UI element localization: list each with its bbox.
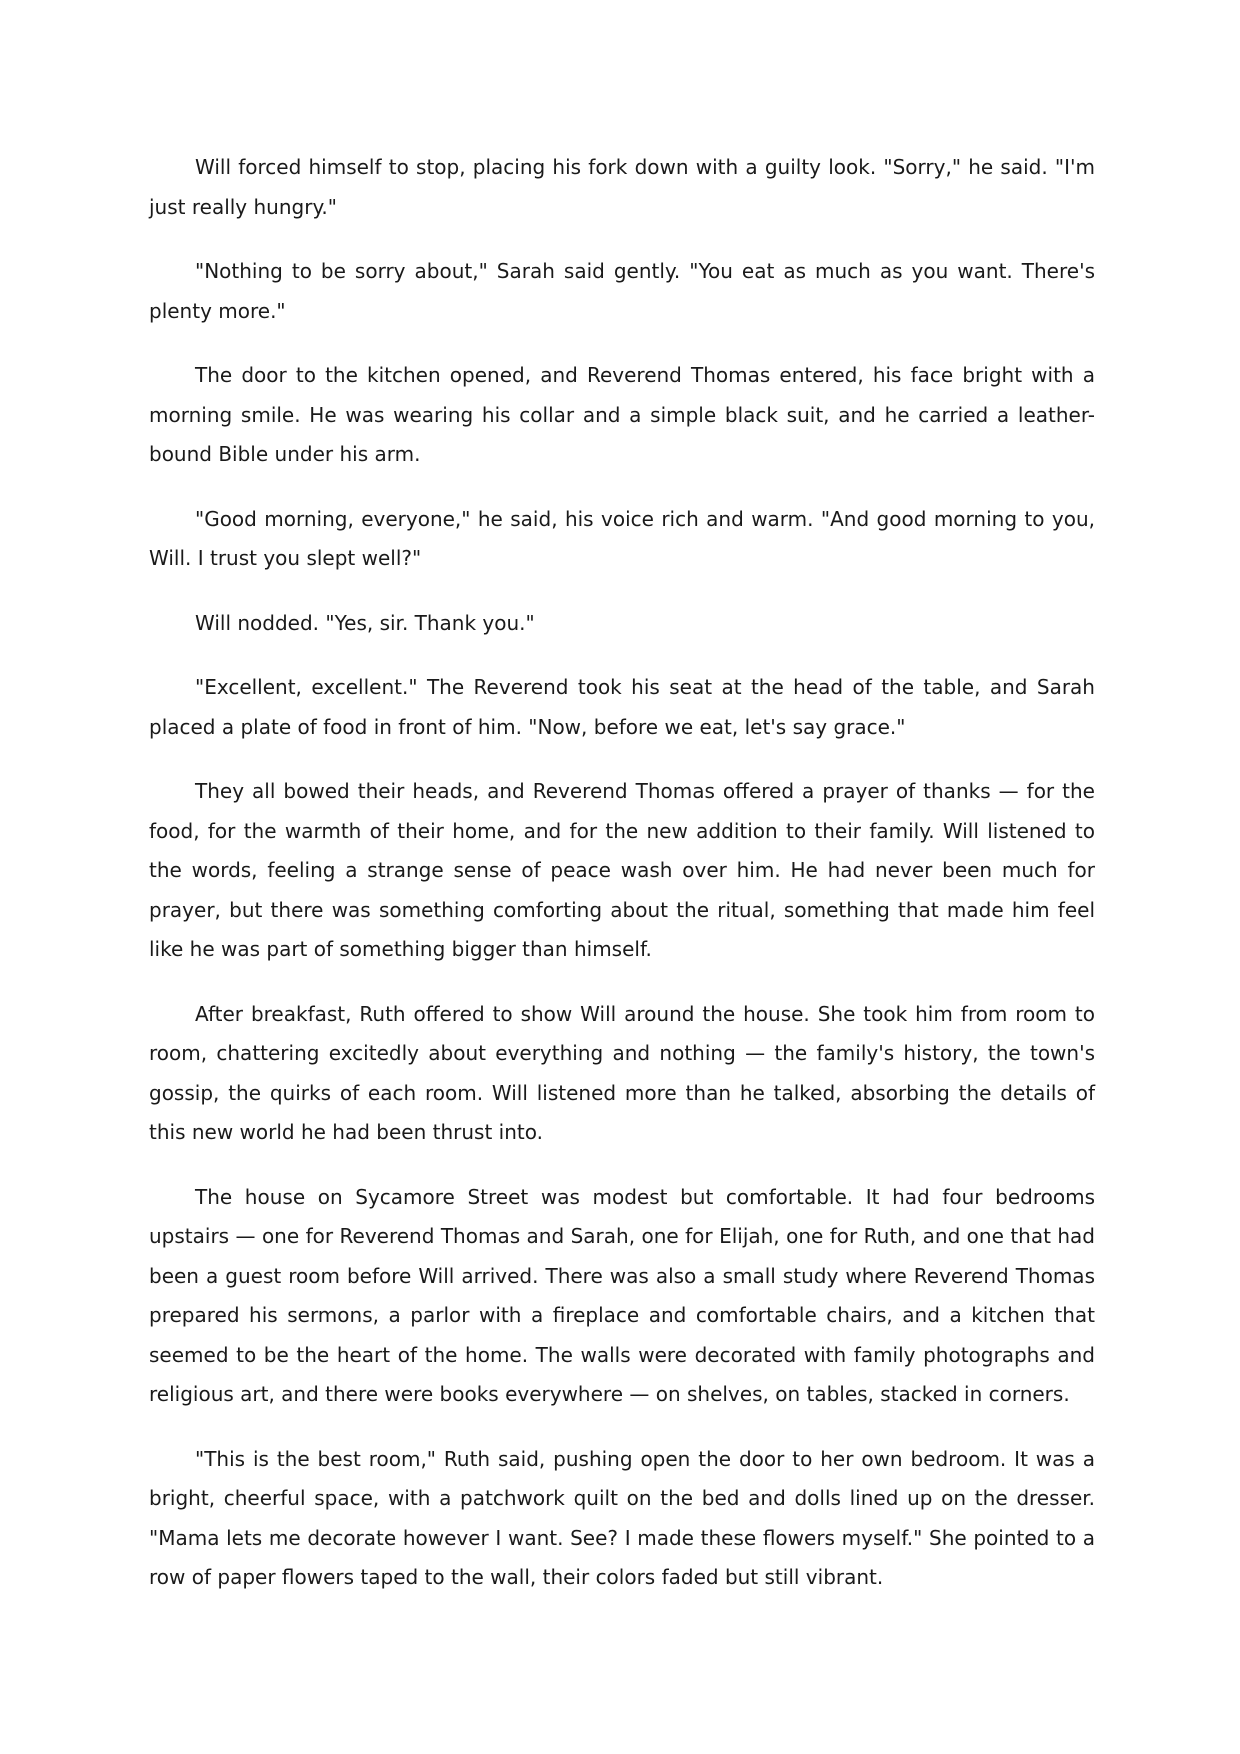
paragraph-3: The door to the kitchen opened, and Reverend Thomas entered, his face bright with a morning smile. He was wearing his collar and a simple black suit, and he carried a leather-bound Bible under his arm.	[149, 363, 1095, 466]
paragraph-1: Will forced himself to stop, placing his fork down with a guilty look. "Sorry," he said. "I'm just really hungry."	[149, 155, 1095, 219]
paragraph-5: Will nodded. "Yes, sir. Thank you."	[195, 610, 535, 635]
paragraph-8: After breakfast, Ruth offered to show Will around the house. She took him from room to room, chattering excitedly about everything and nothing — the family's history, the town's gossip, the quirks of each room. Will listened more than he talked, absorbing the details of this new world he had been thrust into.	[149, 1001, 1095, 1144]
paragraph-4: "Good morning, everyone," he said, his voice rich and warm. "And good morning to you, Will. I trust you slept well?"	[149, 506, 1095, 570]
paragraph-6: "Excellent, excellent." The Reverend took his seat at the head of the table, and Sarah placed a plate of food in front of him. "Now, before we eat, let's say grace."	[149, 675, 1095, 739]
paragraph-9: The house on Sycamore Street was modest but comfortable. It had four bedrooms upstairs — one for Reverend Thomas and Sarah, one for Elijah, one for Ruth, and one that had been a guest room before Will arrived. There was also a small study where Reverend Thomas prepared his sermons, a parlor with a fireplace and comfortable chairs, and a kitchen that seemed to be the heart of the home. The walls were decorated with family photographs and religious art, and there were books everywhere — on shelves, on tables, stacked in corners.	[149, 1184, 1095, 1406]
paragraph-7: They all bowed their heads, and Reverend Thomas offered a prayer of thanks — for the food, for the warmth of their home, and for the new addition to their family. Will listened to the words, feeling a strange sense of peace wash over him. He had never been much for prayer, but there was something comforting about the ritual, something that made him feel like he was part of something bigger than himself.	[149, 779, 1095, 961]
document-page	[149, 148, 1095, 1623]
paragraph-10: "This is the best room," Ruth said, pushing open the door to her own bedroom. It was a bright, cheerful space, with a patchwork quilt on the bed and dolls lined up on the dresser. "Mama lets me decorate however I want. See? I made these flowers myself." She pointed to a row of paper flowers taped to the wall, their colors faded but still vibrant.	[149, 1446, 1095, 1589]
paragraph-2: "Nothing to be sorry about," Sarah said gently. "You eat as much as you want. There's plenty more."	[149, 259, 1095, 323]
